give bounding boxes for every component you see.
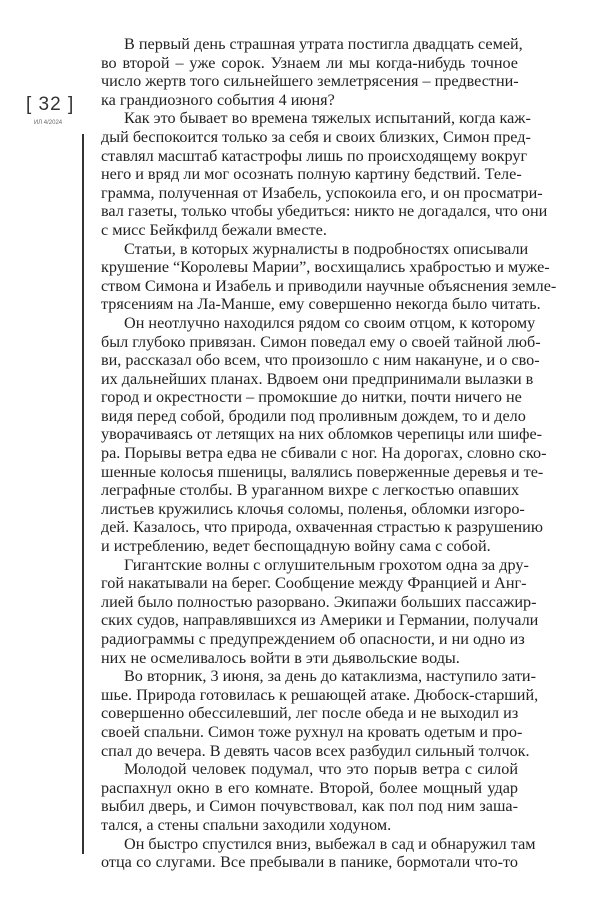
text-line: шенные колосья пшеницы, валялись поверженные деревья и те-	[101, 462, 544, 481]
text-line: ством Симона и Изабель и приводили научные объяснения земле-	[101, 276, 557, 295]
text-line: своей спальни. Симон тоже рухнул на кровать одетым и про-	[101, 722, 523, 741]
paragraph	[101, 760, 518, 834]
text-line: леграфные столбы. В ураганном вихре с легкостью опавших	[101, 481, 520, 500]
text-line: Молодой человек подумал, что это порыв ветра с силой	[124, 760, 518, 779]
text-line: шье. Природа готовилась к решающей атаке. Дюбоск-старший,	[101, 685, 539, 704]
text-line: радиограммы с предупреждением об опасности, и ни одно из	[101, 630, 525, 648]
text-line: ви, рассказал обо всем, что произошло с ним накануне, и о сво-	[101, 351, 540, 370]
text-line: ра. Порывы ветра едва не сбивали с ног. На дорогах, словно ско-	[101, 444, 547, 463]
text-line: отца со слугами. Все пребывали в панике, бормотали что-то	[101, 853, 518, 872]
text-line: распахнул окно в его комнате. Второй, более мощный удар	[101, 778, 518, 797]
text-line: был глубоко привязан. Симон поведал ему о своей тайной люб-	[101, 332, 541, 351]
text-line: дый беспокоится только за себя и своих близких, Симон пред-	[101, 127, 531, 146]
text-line: Во вторник, 3 июня, за день до катаклизма, наступило зати-	[124, 667, 536, 686]
paragraph	[101, 313, 547, 556]
paragraph	[101, 834, 536, 872]
text-line: Он неотлучно находился рядом со своим отцом, к которому	[124, 313, 536, 332]
issue-label: ИЛ 4/2024	[33, 120, 63, 126]
text-line: видя перед собой, бродили под проливным дождем, то и дело	[101, 406, 526, 425]
text-line: ка грандиозного события 4 июня?	[101, 90, 335, 109]
text-line: грамма, полученная от Изабель, успокоила его, и он просматри-	[101, 183, 543, 202]
text-line: во второй – уже сорок. Узнаем ли мы когда-нибудь точное	[101, 53, 518, 72]
text-line: уворачиваясь от летящих на них обломков черепицы или шифе-	[101, 425, 543, 444]
text-line: и истреблению, ведет беспощадную войну сама с собой.	[101, 537, 491, 556]
text-line: крушение “Королевы Марии”, восхищались храбростью и муже-	[101, 258, 550, 277]
text-line: выбил дверь, и Симон почувствовал, как пол под ним зашa-	[101, 797, 518, 816]
text-line: трясениям на Ла-Манше, ему совершенно некогда было читать.	[101, 295, 541, 314]
text-line: ских судов, направлявшихся из Америки и Германии, получали	[101, 611, 539, 630]
text-line: город и окрестности – промокшие до нитки, почти ничего не	[101, 388, 522, 407]
text-line: них не осмеливалось войти в эти дьявольские воды.	[101, 648, 460, 667]
text-line: Как это бывает во времена тяжелых испытаний, когда каж-	[124, 109, 531, 128]
text-line: В первый день страшная утрата постигла двадцать семей,	[124, 35, 523, 53]
text-line: него и вряд ли мог осознать полную картину бедствий. Теле-	[101, 165, 522, 184]
text-line: ставлял масштаб катастрофы лишь по происходящему вокруг	[101, 146, 528, 165]
text-line: число жертв того сильнейшего землетрясения – предвестни-	[101, 72, 519, 91]
text-line: вал газеты, только чтобы убедиться: никто не догадался, что они	[101, 202, 548, 221]
text-line: Статьи, в которых журналисты в подробностях описывали	[124, 239, 529, 258]
page-number: [ 32 ]	[26, 94, 75, 115]
margin-rule	[82, 134, 84, 854]
body-text	[101, 35, 557, 872]
text-line: тался, а стены спальни заходили ходуном.	[101, 815, 392, 834]
text-line: с мисс Бейкфилд бежали вместе.	[101, 220, 327, 239]
text-line: дей. Казалось, что природа, охваченная страстью к разрушению	[101, 518, 543, 537]
paragraph	[101, 667, 539, 760]
paragraph	[101, 35, 523, 109]
paragraph	[101, 239, 557, 314]
paragraph	[101, 109, 548, 239]
text-line: Он быстро спустился вниз, выбежал в сад и обнаружил там	[124, 834, 536, 853]
text-line: листьев кружились клочья соломы, поленья, обломки изгоро-	[101, 499, 525, 518]
text-line: их дальнейших планах. Вдвоем они предпринимали вылазки в	[101, 369, 534, 388]
text-line: Гигантские волны с оглушительным грохотом одна за дру-	[124, 555, 529, 574]
folio	[26, 94, 75, 126]
text-line: совершенно обессилевший, лег после обеда и не выходил из	[101, 704, 519, 723]
paragraph	[101, 555, 539, 668]
text-line: гой накатывали на берег. Сообщение между Францией и Анг-	[101, 574, 527, 593]
text-line: лией было полностью разорвано. Экипажи больших пассажир-	[101, 592, 537, 611]
text-line: спал до вечера. В девять часов всех разбудил сильный толчок.	[101, 741, 530, 760]
